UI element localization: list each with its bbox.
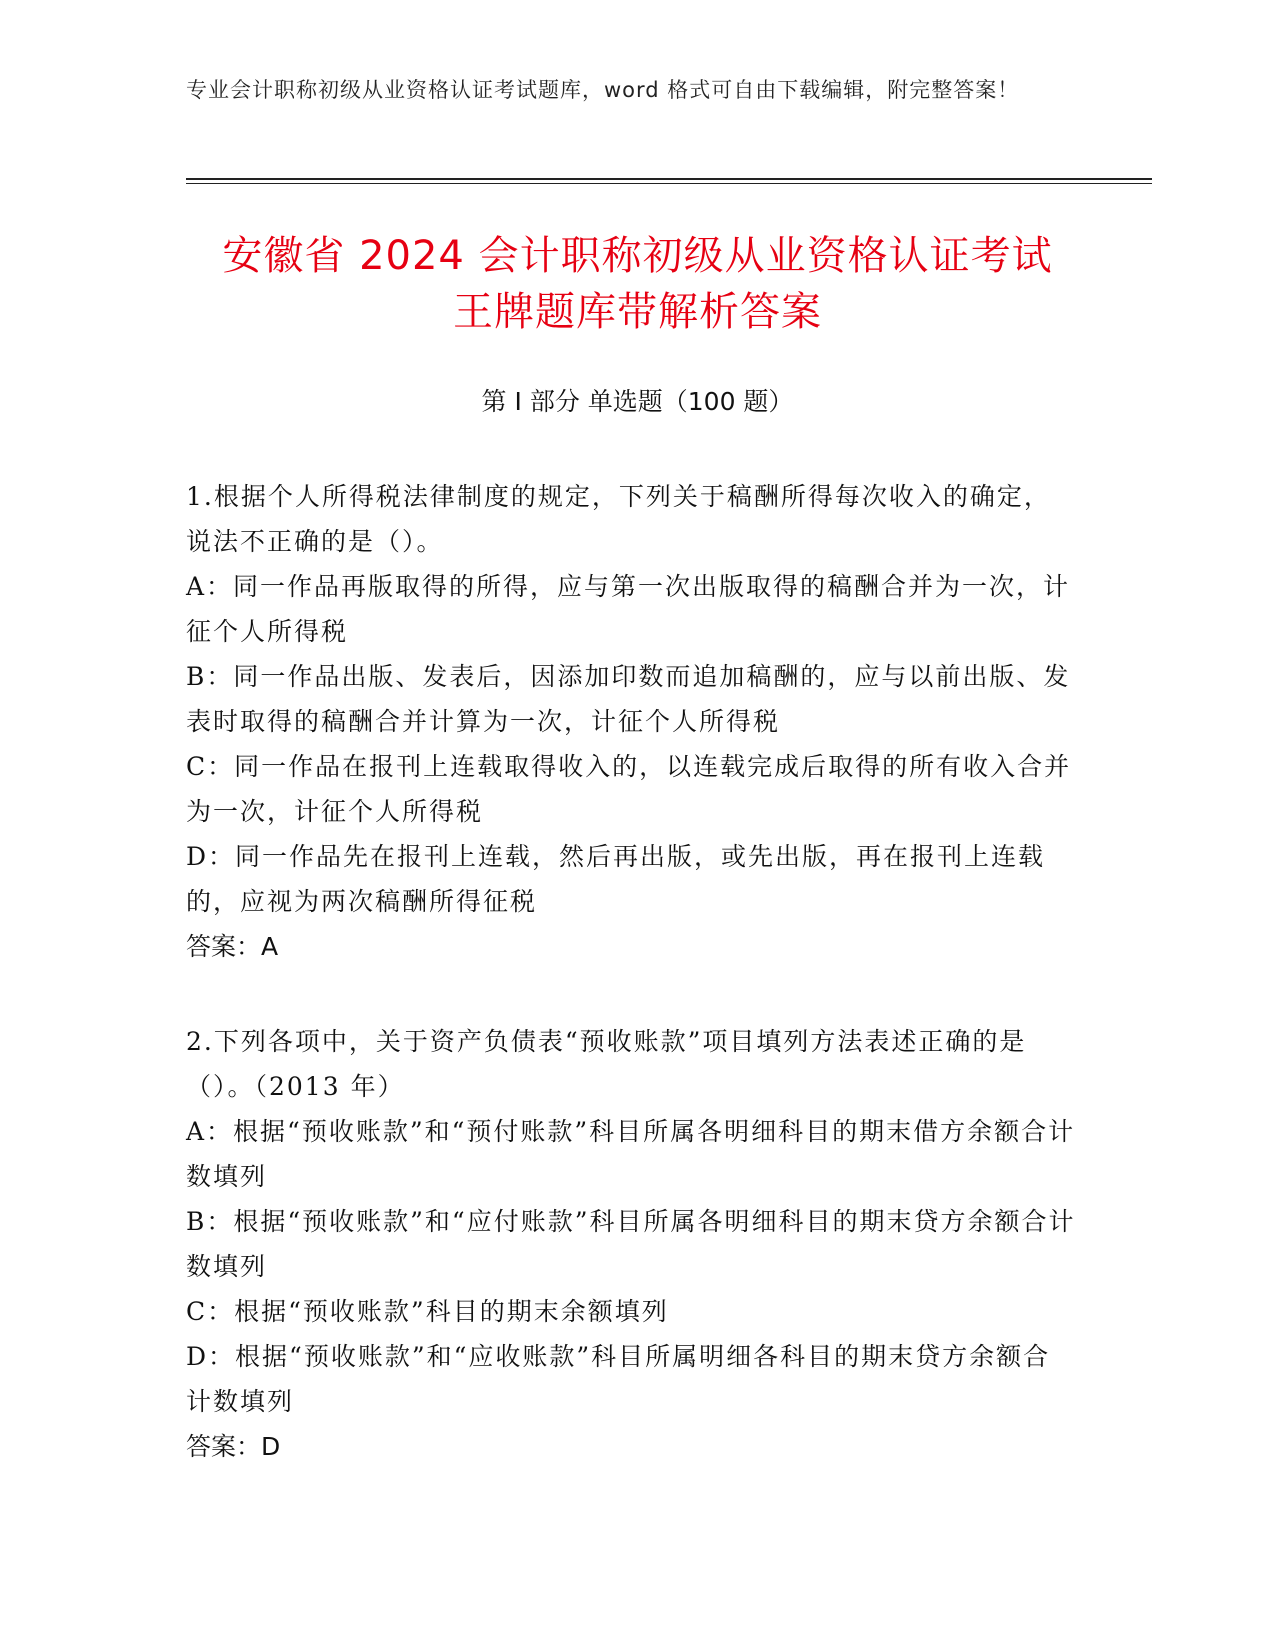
- option-a: A：同一作品再版取得的所得，应与第一次出版取得的稿酬合并为一次，计征个人所得税: [186, 572, 1071, 646]
- header-divider-thick: [186, 178, 1152, 180]
- option-b: B：根据“预收账款”和“应付账款”科目所属各明细科目的期末贷方余额合计数填列: [186, 1207, 1076, 1281]
- question-list: [186, 474, 1076, 1519]
- option-d: D：根据“预收账款”和“应收账款”科目所属明细各科目的期末贷方余额合计数填列: [186, 1342, 1051, 1416]
- answer: 答案：D: [186, 1432, 281, 1461]
- question-item: [186, 474, 1076, 969]
- option-b: B：同一作品出版、发表后，因添加印数而追加稿酬的，应与以前出版、发表时取得的稿酬合并计算为一次，计征个人所得税: [186, 662, 1071, 736]
- answer: 答案：A: [186, 932, 279, 961]
- option-c: C：同一作品在报刊上连载取得收入的，以连载完成后取得的所有收入合并为一次，计征个人所得税: [186, 752, 1072, 826]
- header-divider-thin: [186, 183, 1152, 184]
- document-title: [150, 228, 1125, 340]
- header-note: 专业会计职称初级从业资格认证考试题库，word 格式可自由下载编辑，附完整答案！: [186, 78, 1020, 102]
- title-line-1: 安徽省 2024 会计职称初级从业资格认证考试: [222, 233, 1053, 279]
- question-stem: 1.根据个人所得税法律制度的规定，下列关于稿酬所得每次收入的确定，说法不正确的是（）。: [186, 482, 1051, 556]
- option-d: D：同一作品先在报刊上连载，然后再出版，或先出版，再在报刊上连载的，应视为两次稿酬所得征税: [186, 842, 1046, 916]
- option-c: C：根据“预收账款”科目的期末余额填列: [186, 1297, 669, 1326]
- question-stem: 2.下列各项中，关于资产负债表“预收账款”项目填列方法表述正确的是（）。（2013 年）: [186, 1027, 1027, 1101]
- title-line-2: 王牌题库带解析答案: [453, 289, 822, 335]
- question-item: [186, 1019, 1076, 1469]
- option-a: A：根据“预收账款”和“预付账款”科目所属各明细科目的期末借方余额合计数填列: [186, 1117, 1076, 1191]
- section-heading: 第 I 部分 单选题（100 题）: [481, 387, 794, 416]
